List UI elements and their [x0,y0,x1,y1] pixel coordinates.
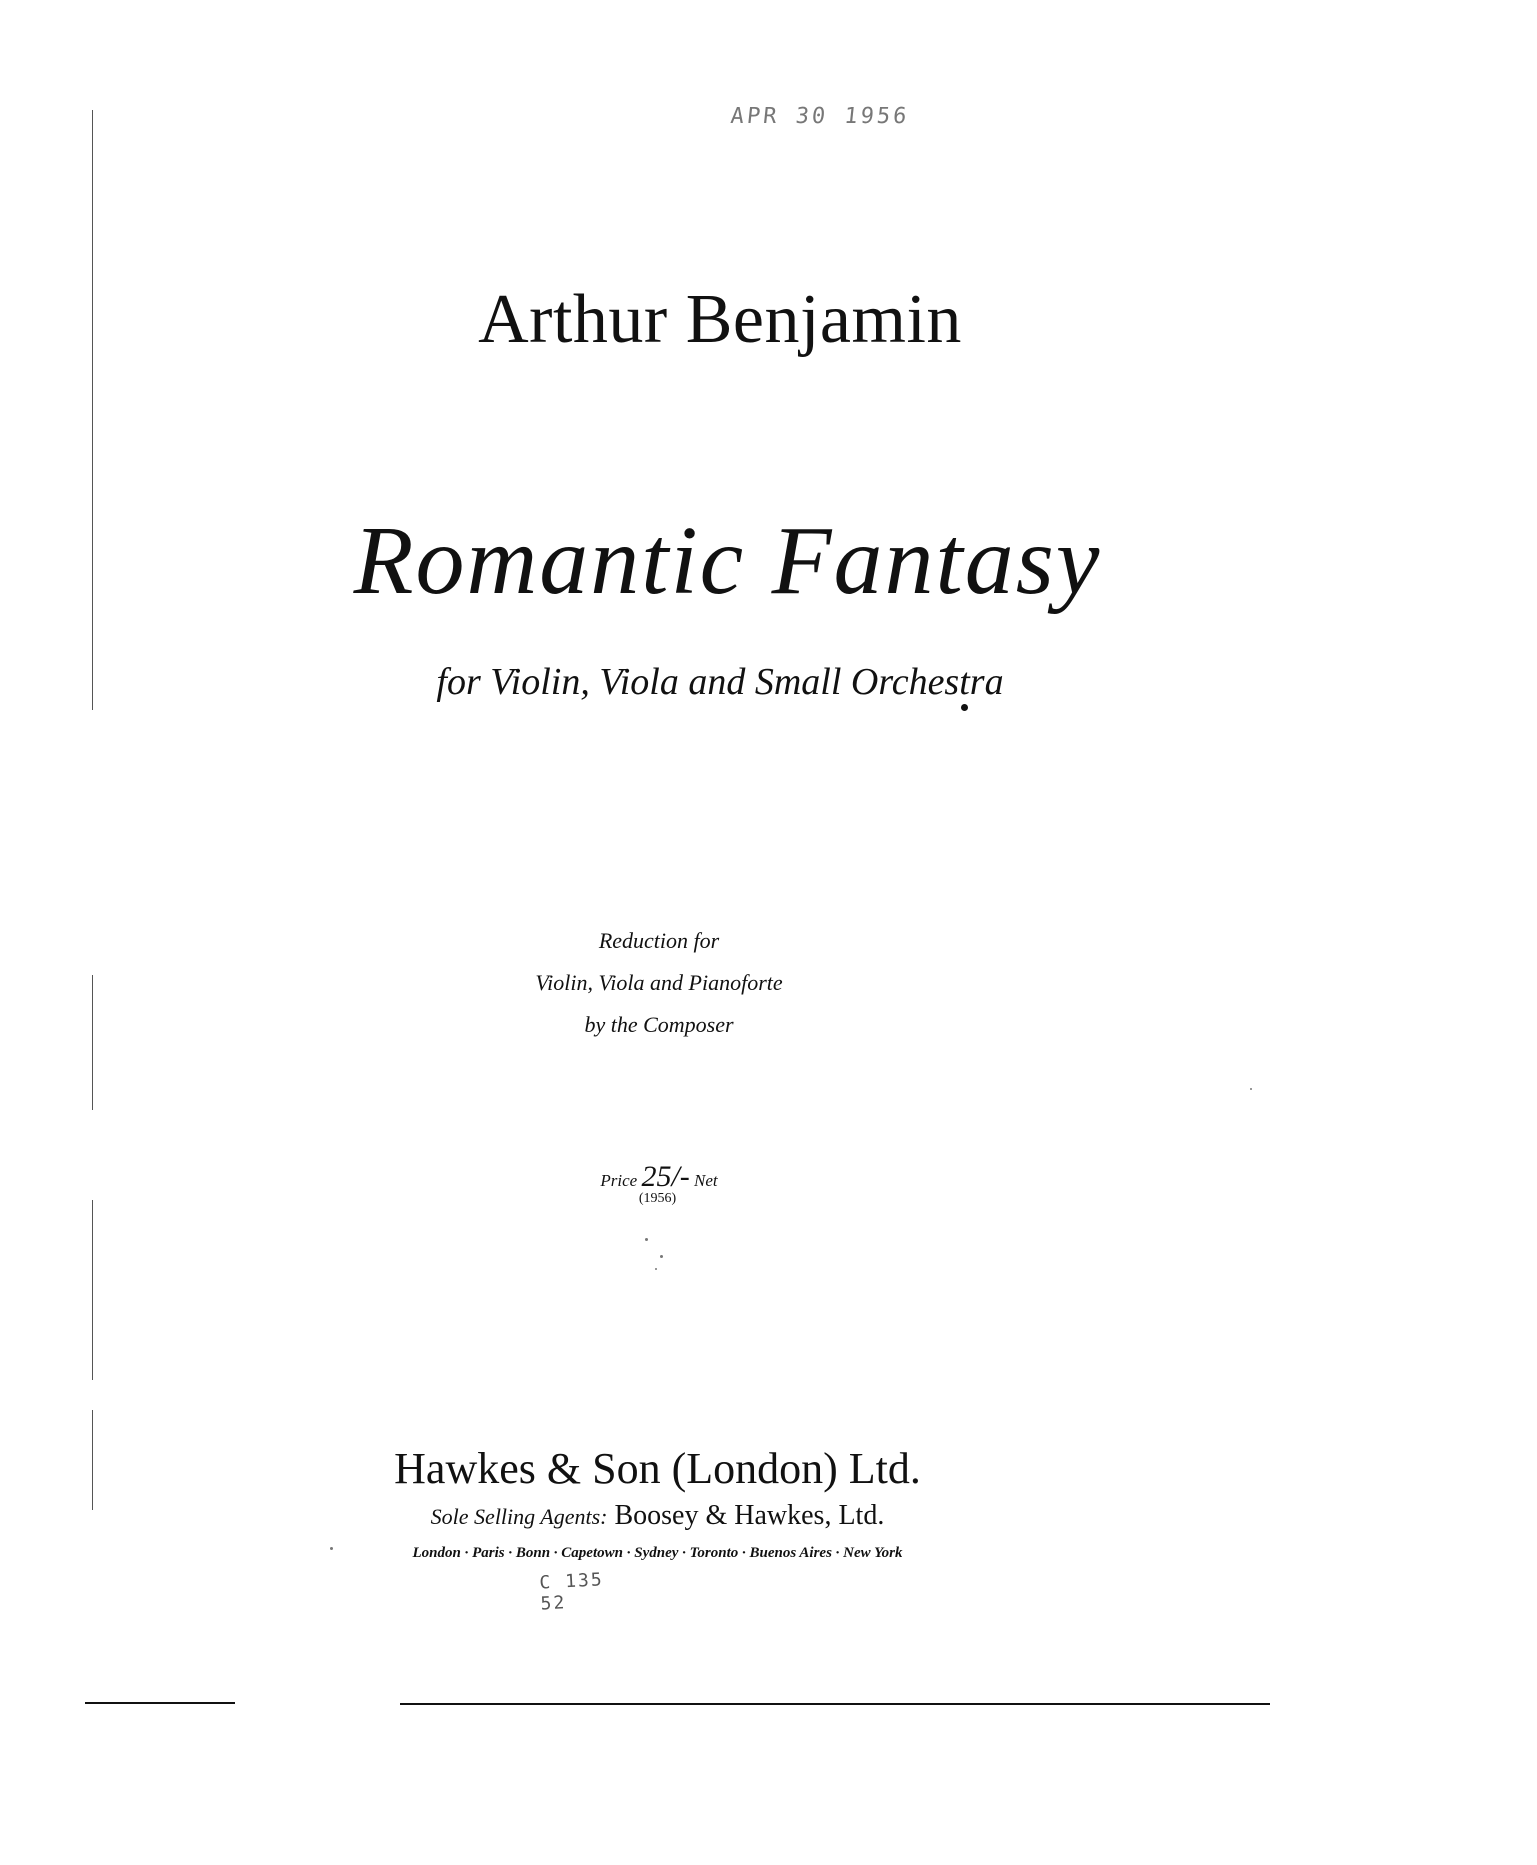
bottom-rule-right [400,1703,1270,1705]
price-line [0,1160,1318,1194]
selling-agents [0,1500,1315,1532]
scan-speck [645,1238,648,1241]
reduction-line-1: Reduction for [598,928,720,953]
binding-edge-mark [92,1200,93,1380]
reduction-line-3: by the Composer [584,1012,734,1037]
price-label: Price [600,1171,638,1190]
scan-speck [660,1255,663,1258]
work-subtitle: for Violin, Viola and Small Orchestra [436,661,1004,703]
price-suffix: Net [694,1171,718,1190]
publication-year: (1956) [638,1191,677,1206]
work-title: Romantic Fantasy [353,507,1102,615]
bottom-rule-left [85,1702,235,1704]
composer-name: Arthur Benjamin [478,281,962,358]
scan-speck [1250,1088,1252,1090]
publisher-cities: London · Paris · Bonn · Capetown · Sydney · Toronto · Buenos Aires · New York [412,1545,903,1561]
catalog-note: C 135 52 [538,1569,605,1615]
selling-agents-label: Sole Selling Agents: [430,1504,608,1529]
scan-speck [655,1268,657,1270]
reduction-line-2: Violin, Viola and Pianoforte [535,970,783,995]
price-amount: 25/- [641,1160,690,1193]
date-stamp: APR 30 1956 [729,104,911,129]
subtitle-period-mark [961,704,968,711]
publisher-name: Hawkes & Son (London) Ltd. [394,1444,921,1493]
selling-agents-name: Boosey & Hawkes, Ltd. [614,1500,885,1531]
binding-edge-mark [92,110,93,710]
